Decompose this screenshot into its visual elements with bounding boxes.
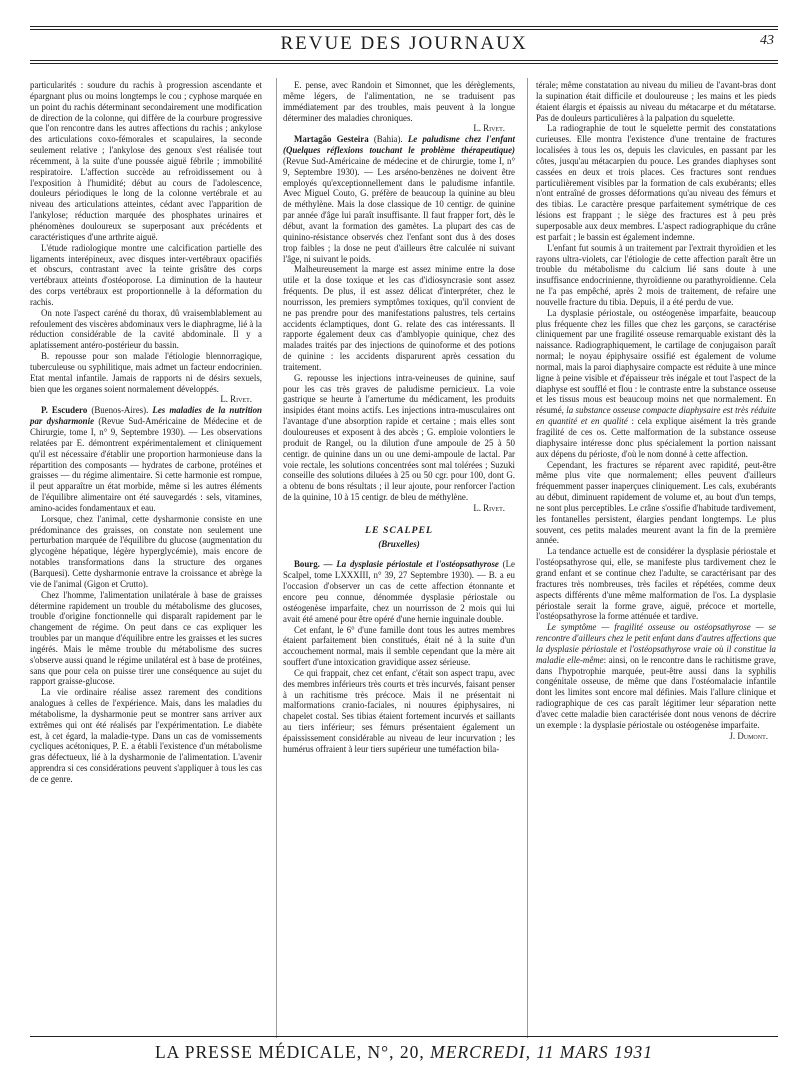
entry-text: (Le Scalpel, tome LXXXIII, n° 39, 27 Septembre 1930). — B. a eu l'occasion d'observer un cas de cette affection étonnante et encore peu connue, dénommée dysplasie périostale ou ostéogenèse imparfaite, chez un nourrisson de 2 mois qui lui avait été amené pour être opéré d'une hernie inguinale double. bbox=[283, 559, 515, 624]
entry-author: Bourg. bbox=[294, 559, 320, 570]
paragraph: G. repousse les injections intra-veineuses de quinine, sauf pour les cas très graves de paludisme pernicieux. La voie gastrique se heurte à l'amertume du médicament, les produits insipides étant moins actifs. Les injections intra-musculaires ont l'avantage d'une absorption rapide et certaine ; mais elles sont douloureuses et exposent à des abcès ; G. emploie volontiers le produit de Rangel, ou la dilution d'une ampoule de 25 à 50 centigr. de quinine dans un ou une demi-ampoule de lactal. Par voie rectale, les solutions concentrées sont mal tolérées ; Suzuki conseille des solutions diluées à 25 ou 50 cgr. pour 100, dont G. a obtenu de bons résultats ; il leur ajoute, pour renforcer l'action de la quinine, 10 à 15 centigr. de bleu de méthylène. bbox=[283, 372, 515, 503]
paragraph: Cet enfant, le 6° d'une famille dont tous les autres membres étaient parfaitement bien constitués, était né à la suite d'un accouchement normal, mais il semble cependant que la mère ait souffert d'une intoxication gravidique assez sérieuse. bbox=[283, 624, 515, 668]
top-rule-inner bbox=[30, 29, 778, 30]
running-footer bbox=[30, 1042, 778, 1063]
column-separator-1 bbox=[276, 78, 277, 1038]
column-2 bbox=[283, 80, 515, 755]
header-bottom-rule bbox=[30, 60, 778, 61]
paragraph-text: La dysplasie périostale, ou ostéogenèse imparfaite, beaucoup plus fréquente chez les filles que chez les garçons, se caractérise cliniquement par une fragilité osseuse remarquable existant dès la naissance. Radiographiquement, le cartilage de conjugaison paraît normal; le noyau épiphysaire ossifié est également de volume normal, mais la paroi diaphysaire compacte est réduite à une mince ligne à peine visible et d'épaisseur très inégale et tout l'aspect de la diaphyse est soufflé et flou : le contraste entre la substance osseuse et les tissus mous est beaucoup moins net que normalement. En résumé, bbox=[536, 307, 776, 416]
entry-title: — La dysplasie périostale et l'ostéopsathyrose bbox=[319, 559, 499, 570]
entry-title: Le paludisme chez l'enfant (Quelques réflexions touchant le problème thérapeutique) bbox=[283, 134, 515, 156]
entry-title: Les maladies de la nutrition par dysharmonie bbox=[30, 405, 262, 427]
paragraph: Ce qui frappait, chez cet enfant, c'était son aspect trapu, avec des membres inférieurs très courts et très incurvés, faisant penser à un rachitisme très précoce. Mais il ne présentait ni malformations cranio-faciales, ni nouures épiphysaires, ni chapelet costal. Ses tibias étaient fortement incurvés et saillants au tiers inférieur; ses fémurs présentaient également un épaississement considérable au niveau de leur incurvation ; les humérus offraient à leur tiers supérieur une tuméfaction bila- bbox=[283, 667, 515, 754]
emphasized-text: Le symptôme — fragilité osseuse ou ostéopsathyrose — se rencontre d'ailleurs chez le petit enfant dans d'autres affections que la dysplasie périostale et l'ostéopsathyrose vraie où il constitue la maladie elle-même bbox=[536, 622, 776, 665]
paragraph-text: : cela explique aisément la très grande fragilité de ces os. Cette malformation de la substance osseuse diaphysaire intéresse donc plus spécialement la portion naissant aux dépens du périoste, d'où le nom donné à cette affection. bbox=[536, 416, 776, 459]
review-entry bbox=[283, 559, 515, 624]
paragraph: Lorsque, chez l'animal, cette dysharmonie consiste en une prédominance des graisses, on constate non seulement une perturbation marquée de l'équilibre du glucose (augmentation du glycogène hépatique, légère hyperglycémie), mais encore de notables transformations dans la structure des organes (Barquesi). Cette dysharmonie entrave la croissance et abrège la vie de l'animal (Gigon et Crutto). bbox=[30, 513, 262, 589]
paragraph: térale; même constatation au niveau du milieu de l'avant-bras dont la supination était difficile et douloureuse ; les mains et les pieds étaient élargis et épaissis au niveau du métacarpe et du métatarse. Pas de douleurs particulières à la palpation du squelette. bbox=[536, 80, 776, 123]
paragraph: L'étude radiologique montre une calcification partielle des ligaments interépineux, avec disques inter-vertébraux opacifiés et obscurs, contrastant avec la teinte grisâtre des corps vertébraux atteints d'ostéoporose. La diminution de la hauteur des corps vertébraux est proportionnelle à la déformation du rachis. bbox=[30, 242, 262, 307]
journal-section-city: (Bruxelles) bbox=[378, 538, 420, 549]
entry-author: P. Escudero bbox=[41, 405, 88, 416]
paragraph bbox=[536, 622, 776, 730]
signature: L. Rivet. bbox=[473, 123, 505, 134]
paragraph: E. pense, avec Randoin et Simonnet, que les dérèglements, même légers, de l'alimentation, ne se traduisent pas immédiatement par des troubles, mais peuvent à la longue déterminer des maladies chroniques. bbox=[283, 80, 515, 123]
page-number: 43 bbox=[760, 33, 774, 48]
footer-date: MERCREDI, 11 MARS 1931 bbox=[430, 1042, 654, 1062]
paragraph: L'enfant fut soumis à un traitement par l'extrait thyroïdien et les rayons ultra-violets, car l'étiologie de cette affection paraît être un trouble du métabolisme du calcium lié sans doute à une insuffisance endocrinienne, thyroïdienne ou parathyroïdienne. Cela ne l'a pas empêché, après 2 mois de traitement, de refaire une nouvelle fracture du tibia. Depuis, il a été perdu de vue. bbox=[536, 242, 776, 307]
paragraph: La tendance actuelle est de considérer la dysplasie périostale et l'ostéopsathyrose qui, elle, se manifeste plus tardivement chez le grand enfant et se continue chez l'adulte, se caractérisant par des fractures très nombreuses, très faciles et répétées, comme deux aspects différents d'une même malformation de l'os. La dysplasie périostale serait la forme grave, aiguë, précoce et mortelle, l'ostéopsathyrose la forme atténuée et tardive. bbox=[536, 546, 776, 622]
running-header-title: REVUE DES JOURNAUX bbox=[280, 33, 528, 54]
paragraph: Malheureusement la marge est assez minime entre la dose utile et la dose toxique et les cas d'idiosyncrasie sont assez fréquents. De plus, il est assez délicat d'interpréter, chez le nourrisson, les premiers symptômes toxiques, qu'il convient de ne pas prendre pour des manifestations palustres, tels certains accidents éclamptiques, dont G. relate des cas intéressants. Il rapporte également deux cas d'amblyopie quinique, chez des malades traités par des injections de quinoforme et des potions de quinine : les accidents disparurent après cessation du traitement. bbox=[283, 264, 515, 372]
paragraph: Cependant, les fractures se réparent avec rapidité, peut-être même plus vite que normalement; elles peuvent d'ailleurs fréquemment passer inaperçues cliniquement. Les cals, exubérants au début, diminuent rapidement de volume et, au bout d'un temps, ne sont plus perceptibles. Le crâne s'ossifie d'habitude tardivement, les fontanelles persistent, élargies pendant longtemps. Le plus souvent, ces petits malades meurent avant la fin de la première année. bbox=[536, 459, 776, 546]
entry-text: (Revue Sud-Américaine de Médecine et de Chirurgie, tome I, n° 9, Septembre 1930). — Les observations relatées par E. démontrent expérimentalement et cliniquement qu'il est nécessaire d'établir une proportion harmonieuse dans la répartition des composants — hydrates de carbone, protéines et graisses — du régime alimentaire. Si cette harmonie est rompue, il peut apparaître un état morbide, même si les autres éléments de l'équilibre alimentaire ont été sauvegardés : sels, vitamines, amino-acides fondamentaux et eau. bbox=[30, 416, 262, 513]
paragraph: La radiographie de tout le squelette permit des constatations curieuses. Elle montra l'existence d'une trentaine de fractures localisées à tous les os, depuis les clavicules, en passant par les côtes, jusqu'au métacarpien du pouce. Les grandes diaphyses sont cassées en deux et trois places. Ces fractures sont rendues particulièrement visibles par la formation de cals exubérants; elles n'ont entraîné de grosses déformations qu'au niveau des fémurs et des tibias. Le caractère presque parfaitement symétrique de ces lésions est frappant ; le siège des fractures est à peu près superposable aux deux membres. L'aspect radiographique du crâne est parfait ; le bassin est également indemne. bbox=[536, 123, 776, 242]
column-separator-2 bbox=[527, 78, 528, 1038]
review-entry bbox=[30, 405, 262, 513]
paragraph: particularités : soudure du rachis à progression ascendante et épargnant plus ou moins longtemps le cou ; cyphose marquée en un point du rachis déterminant secondairement une modification de direction de la colonne, qui diffère de la courbure progressive que l'on rencontre dans les autres affections du rachis ; ankylose des articulations coxo-fémorales et scapulaires, la seconde seulement relative ; l'ankylose des genoux s'est réalisée tout récemment, à la suite d'une poussée aiguë fébrile ; immobilité respiratoire. L'affection succède au refroidissement ou à l'exposition à l'humidité; début au cours de l'adolescence, douleurs périodiques le long de la colonne vertébrale et au niveau des articulations atteintes, cédant avec l'apparition de l'ankylose; réduction marquée des phosphates urinaires et phénomènes douloureux se superposant aux précédents et caractéristiques d'une arthrite aiguë. bbox=[30, 80, 262, 242]
signature: L. Rivet. bbox=[220, 394, 252, 405]
column-1 bbox=[30, 80, 262, 785]
paragraph-text: : ainsi, on le rencontre dans le rachitisme grave, dans l'hypotrophie marquée, peut-être aussi dans la syphilis congénitale osseuse, de même que dans l'ostéomalacie infantile dont les limites sont encore mal définies. Mais l'allure clinique et radiographique de ces cas paraît légitimer leur séparation nette d'avec cette maladie bien caractérisée dont nous venons de décrire un exemple : la dysplasie périostale ou ostéogenèse imparfaite. bbox=[536, 654, 776, 730]
journal-section-heading: LE SCALPEL bbox=[365, 524, 433, 536]
emphasized-text: la substance osseuse compacte diaphysaire est très réduite en quantité et en qualité bbox=[536, 405, 776, 427]
review-entry bbox=[283, 134, 515, 264]
signature: L. Rivet. bbox=[473, 502, 505, 513]
paragraph: Chez l'homme, l'alimentation unilatérale à base de graisses détermine rapidement un trouble du métabolisme des glucoses, trouble d'origine fonctionnelle qui disparaît rapidement par le changement de régime. On peut dans ce cas expliquer les troubles par un manque d'équilibre entre les graisses et les sucres ingérés. Mais le même trouble du métabolisme des sucres s'observe aussi quand le régime unilatéral est à base de protéines, sans que pour cela on puisse tirer une conséquence au sujet du rapport graisse-glucose. bbox=[30, 589, 262, 687]
paragraph: La vie ordinaire réalise assez rarement des conditions analogues à celles de l'expérience. Mais, dans les maladies du métabolisme, la dysharmonie peut se montrer sans arriver aux extrêmes qui ont été réalisés par l'expérimentation. Le diabète est, à cet égard, la maladie-type. Dans un cas de vomissements cycliques acétoniques, P. E. a établi l'existence d'un métabolisme gras défectueux, lié à la dysharmonie de l'alimentation. L'avenir apprendra si ces considérations peuvent s'appliquer à tous les cas de ce genre. bbox=[30, 687, 262, 784]
footer-journal: LA PRESSE MÉDICALE, N°, 20, bbox=[154, 1042, 431, 1062]
top-rule bbox=[30, 26, 778, 27]
entry-text: (Revue Sud-Américaine de médecine et de chirurgie, tome I, n° 9, Septembre 1930). — Les arséno-benzènes ne doivent être employés qu'exceptionnellement dans le paludisme infantile. Avec Miguel Couto, G. préfère de beaucoup la quinine au bleu de méthylène. Mais la dose classique de 10 centigr. de quinine par année d'âge lui paraît insuffisante. Il faut frapper fort, dès le début, avant la formation des gamètes. La plupart des cas de quinino-résistance observés chez l'enfant sont dus à des doses trop faibles ; la dose ne peut d'ailleurs être calculée ni suivant l'âge, ni suivant le poids. bbox=[283, 155, 515, 264]
paragraph bbox=[536, 308, 776, 460]
header-bottom-rule-inner bbox=[30, 63, 778, 64]
entry-place: (Bahia). bbox=[368, 134, 408, 145]
paragraph: On note l'aspect caréné du thorax, dû vraisemblablement au refoulement des viscères abdominaux vers le diaphragme, lié à la réduction considérable de la cavité abdominale. Il y a aplatissement antéro-postérieur du bassin. bbox=[30, 307, 262, 351]
entry-author: Martagão Gesteira bbox=[294, 134, 369, 145]
footer-top-rule bbox=[30, 1036, 778, 1037]
signature: J. Dumont. bbox=[729, 730, 768, 741]
entry-place: (Buenos-Aires). bbox=[87, 405, 153, 416]
paragraph: B. repousse pour son malade l'étiologie blennorragique, tuberculeuse ou syphilitique, mais admet un facteur endocrinien. Etat mental infantile. Jamais de rapports ni de désirs sexuels, bien que les organes soient normalement développés. bbox=[30, 351, 262, 394]
column-3 bbox=[536, 80, 776, 741]
